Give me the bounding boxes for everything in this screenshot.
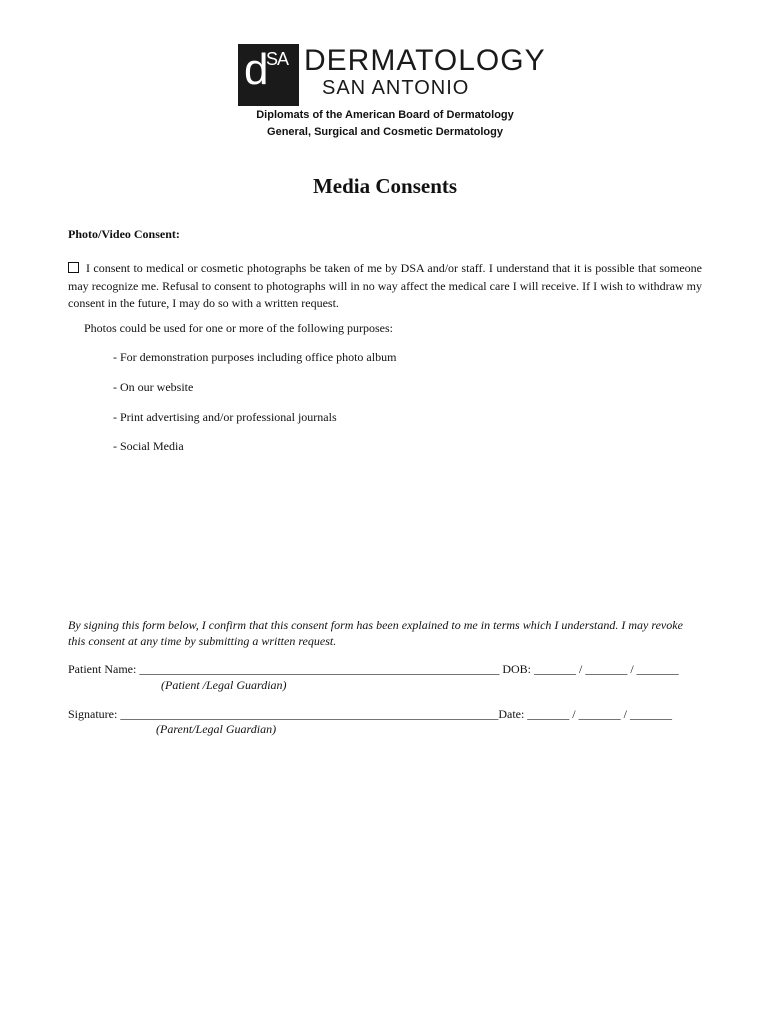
consent-text: I consent to medical or cosmetic photographs be taken of me by DSA and/or staff. I understand that it is possible that someone may recognize me. Refusal to consent to photographs will in no way affect the medical care I will receive. If I wish to withdraw my consent in the future, I may do so with a written request. — [68, 261, 702, 310]
signature-caption: (Parent/Legal Guardian) — [156, 722, 277, 736]
signature-field[interactable]: Signature: _______________________________________________________________Date: _______ / _______ / _______ — [68, 707, 672, 721]
logo-mark-d: d — [244, 45, 269, 94]
purpose-item: - For demonstration purposes including office photo album — [113, 350, 397, 364]
logo-mark-sa: SA — [266, 49, 289, 69]
patient-name-caption: (Patient /Legal Guardian) — [161, 678, 287, 692]
consent-checkbox[interactable] — [68, 262, 79, 273]
page-title: Media Consents — [312, 174, 458, 198]
purpose-item: - On our website — [113, 380, 194, 394]
logo-subtitle: SAN ANTONIO — [322, 77, 470, 99]
purpose-item: - Social Media — [113, 439, 184, 453]
purposes-intro: Photos could be used for one or more of the following purposes: — [84, 321, 393, 335]
purpose-item: - Print advertising and/or professional journals — [113, 410, 337, 424]
logo-title: DERMATOLOGY — [304, 44, 546, 77]
logo-mark — [238, 44, 299, 106]
dsa-logo — [238, 44, 546, 108]
tagline-board: Diplomats of the American Board of Dermatology — [256, 109, 514, 121]
tagline-specialties: General, Surgical and Cosmetic Dermatology — [267, 126, 503, 138]
patient-name-field[interactable]: Patient Name: ____________________________________________________________ DOB: _______ / _______ / _______ — [68, 662, 679, 676]
consent-paragraph — [68, 260, 702, 313]
confirmation-statement: By signing this form below, I confirm that this consent form has been explained to me in terms which I understand. I may revoke this consent at any time by submitting a written request. — [68, 618, 683, 648]
section-label: Photo/Video Consent: — [68, 227, 180, 241]
